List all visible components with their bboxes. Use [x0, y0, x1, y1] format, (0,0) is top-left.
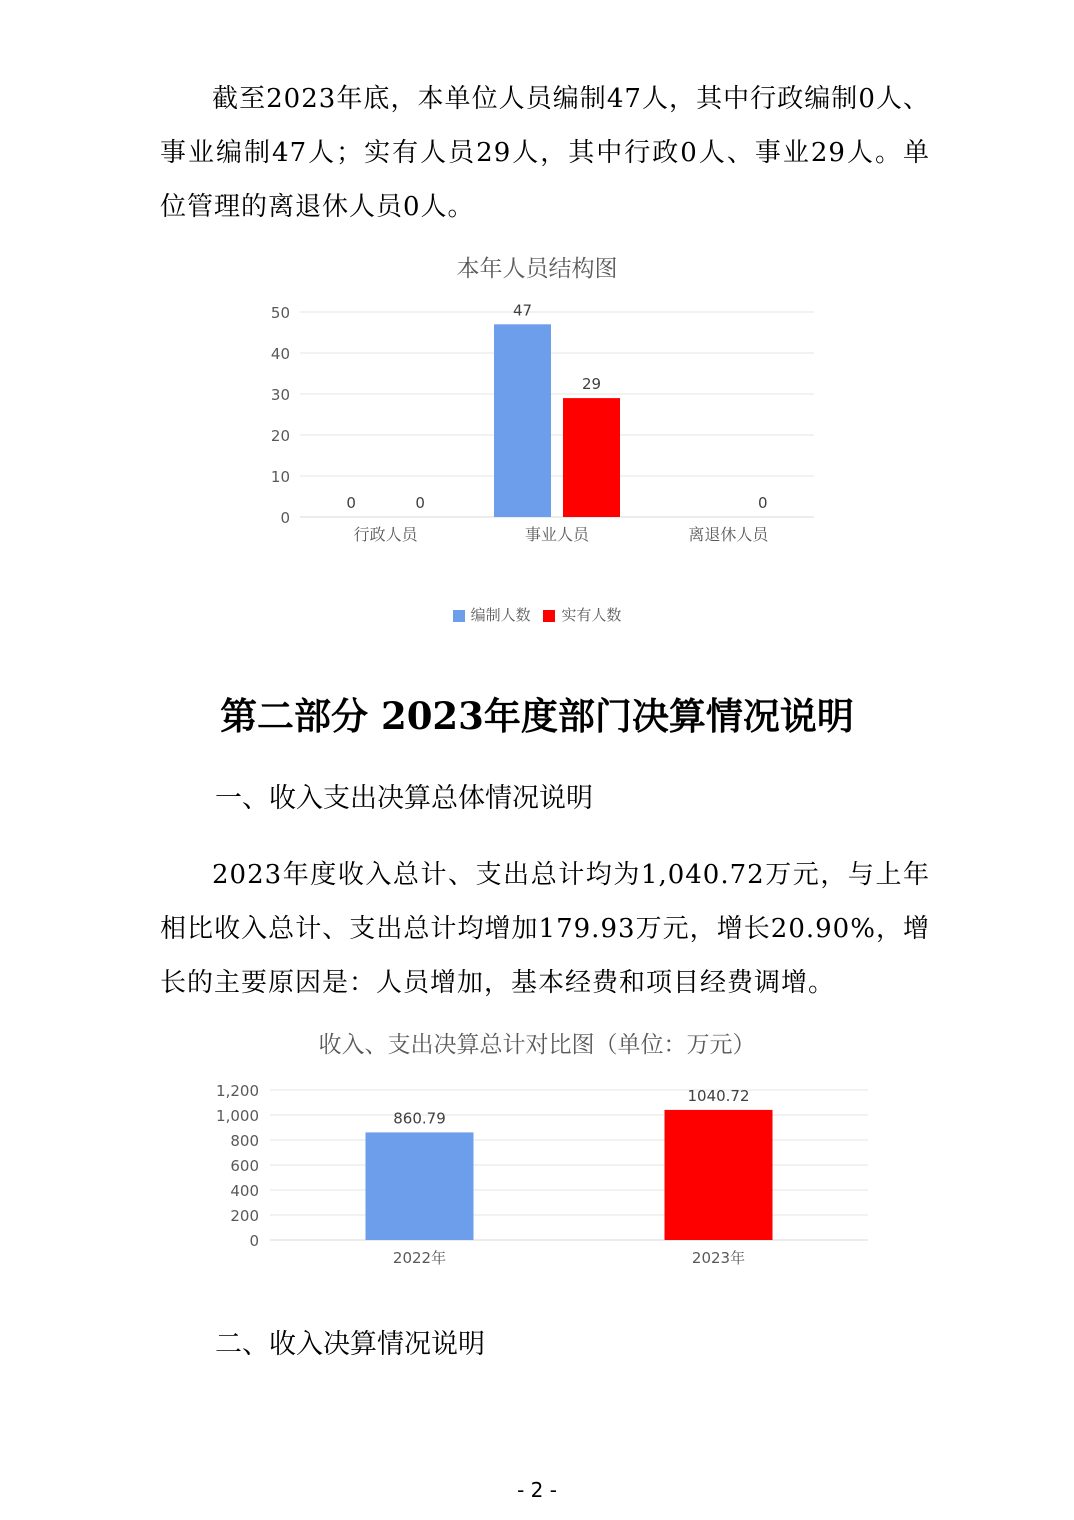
data-label: 47 [512, 301, 533, 320]
y-tick-label: 30 [270, 386, 290, 404]
legend-item-actual: 实有人数 [543, 606, 621, 624]
chart1-legend [0, 604, 1074, 625]
chart1-title: 本年人员结构图 [456, 256, 618, 282]
bar [665, 1110, 773, 1240]
x-tick-label: 2023年 [691, 1249, 746, 1267]
x-tick-label: 2022年 [392, 1249, 447, 1267]
data-label: 0 [415, 494, 425, 512]
y-tick-label: 40 [270, 345, 290, 363]
income-expense-bar-chart [0, 1076, 1074, 1276]
y-tick-label: 20 [270, 427, 290, 445]
y-tick-label: 200 [230, 1207, 259, 1225]
bar [494, 324, 551, 517]
x-tick-label: 事业人员 [524, 525, 590, 544]
y-tick-label: 50 [270, 304, 290, 322]
y-tick-label: 800 [230, 1132, 259, 1150]
x-tick-label: 行政人员 [353, 525, 418, 544]
data-label: 1040.72 [687, 1086, 750, 1105]
y-tick-label: 1,200 [216, 1082, 259, 1100]
heading-overview: 一、收入支出决算总体情况说明 [215, 783, 593, 814]
data-label: 0 [758, 494, 768, 512]
personnel-bar-chart [0, 290, 1074, 560]
y-tick-label: 1,000 [216, 1107, 259, 1125]
intro-paragraph: 截至2023年底，本单位人员编制47人，其中行政编制0人、事业编制47人；实有人员29人，其中行政0人、事业29人。单位管理的离退休人员0人。 [160, 84, 930, 222]
heading-income: 二、收入决算情况说明 [215, 1329, 485, 1360]
data-label: 0 [346, 494, 356, 512]
y-tick-label: 10 [270, 468, 290, 486]
data-label: 860.79 [393, 1109, 446, 1128]
x-tick-label: 离退休人员 [688, 525, 769, 544]
data-label: 29 [581, 375, 602, 394]
y-tick-label: 0 [249, 1232, 259, 1250]
y-tick-label: 400 [230, 1182, 259, 1200]
chart2-title: 收入、支出决算总计对比图（单位：万元） [318, 1032, 756, 1058]
overview-paragraph: 2023年度收入总计、支出总计均为1,040.72万元，与上年相比收入总计、支出总计均增加179.93万元，增长20.90%，增长的主要原因是：人员增加，基本经费和项目经费调增。 [160, 860, 930, 998]
bar [563, 398, 620, 517]
section-title: 第二部分 2023年度部门决算情况说明 [220, 694, 854, 738]
legend-item-staffing: 编制人数 [453, 606, 531, 624]
page-number: - 2 - [517, 1478, 557, 1502]
y-tick-label: 600 [230, 1157, 259, 1175]
bar [366, 1132, 474, 1240]
y-tick-label: 0 [280, 509, 290, 527]
